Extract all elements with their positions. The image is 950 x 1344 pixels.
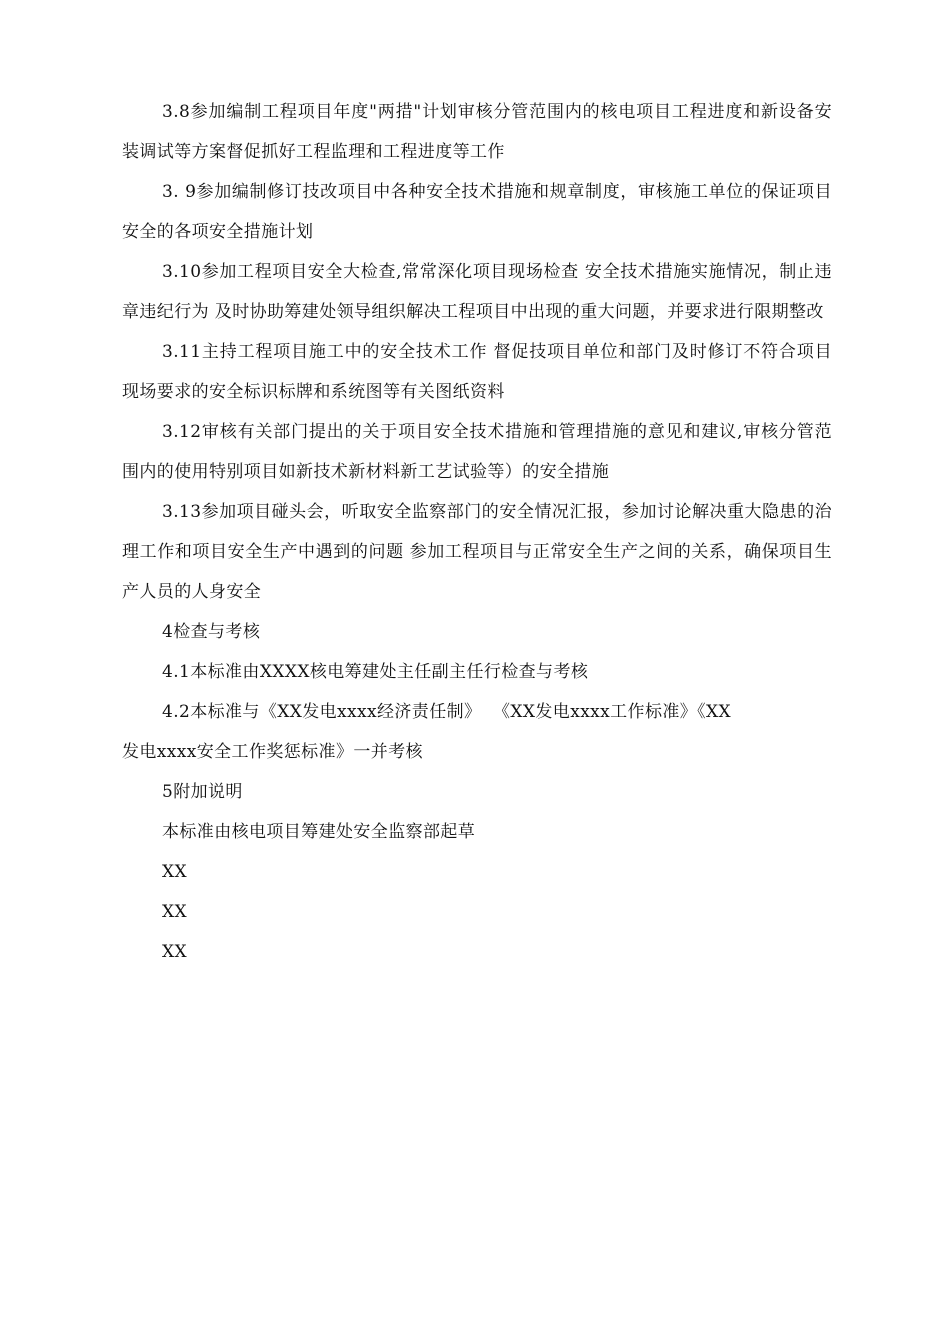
clause-3-12: 3.12审核有关部门提出的关于项目安全技术措施和管理措施的意见和建议,审核分管范围内的使用特别项目如新技术新材料新工艺试验等）的安全措施: [122, 422, 832, 482]
clause-4-2-line-1: 4.2本标准与《XX发电xxxx经济责任制》 《XX发电xxxx工作标准》《XX: [162, 702, 732, 722]
clause-4-2-line-2: 发电xxxx安全工作奖惩标准》一并考核: [122, 742, 423, 762]
clause-3-11: 3.11主持工程项目施工中的安全技术工作 督促技项目单位和部门及时修订不符合项目现场要求的安全标识标牌和系统图等有关图纸资料: [122, 342, 832, 402]
drafted-by-statement: 本标准由核电项目筹建处安全监察部起草: [162, 822, 476, 842]
section-4-heading: 4检查与考核: [162, 622, 261, 642]
clause-3-13: 3.13参加项目碰头会，听取安全监察部门的安全情况汇报，参加讨论解决重大隐患的治理工作和项目安全生产中遇到的问题 参加工程项目与正常安全生产之间的关系，确保项目生产人员的人身安全: [122, 502, 832, 602]
clause-3-10: 3.10参加工程项目安全大检查,常常深化项目现场检查 安全技术措施实施情况，制止违章违纪行为 及时协助筹建处领导组织解决工程项目中出现的重大问题，并要求进行限期整改: [122, 262, 832, 322]
section-5-heading: 5附加说明: [162, 782, 243, 802]
signature-line-1: XX: [162, 862, 188, 882]
clause-3-8: 3.8参加编制工程项目年度"两措"计划审核分管范围内的核电项目工程进度和新设备安装调试等方案督促抓好工程监理和工程进度等工作: [122, 102, 832, 162]
clause-3-9: 3. 9参加编制修订技改项目中各种安全技术措施和规章制度，审核施工单位的保证项目安全的各项安全措施计划: [122, 182, 832, 242]
document-body: [122, 92, 832, 972]
clause-4-1: 4.1本标准由XXXX核电筹建处主任副主任行检查与考核: [162, 662, 589, 682]
signature-line-2: XX: [162, 902, 188, 922]
signature-line-3: XX: [162, 942, 188, 962]
